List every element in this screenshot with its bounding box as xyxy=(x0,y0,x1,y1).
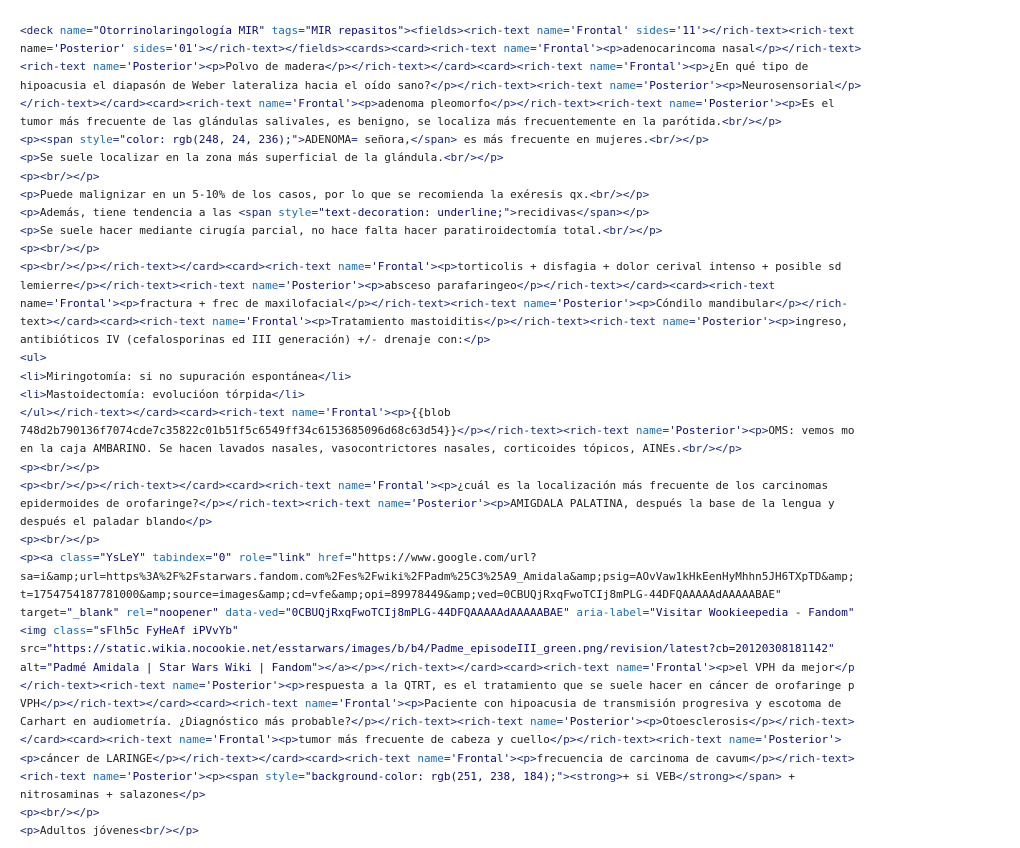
code-line: <rich-text name='Posterior'><p>Polvo de madera</p></rich-text></card><card><rich-text name='Frontal'><p>¿En qué tipo de xyxy=(20,60,809,74)
code-line: <p><br/></p> xyxy=(20,169,100,183)
code-line: <p><br/></p> xyxy=(20,242,100,256)
code-line: nitrosaminas + salazones</p> xyxy=(20,787,206,801)
code-line: <p><br/></p> xyxy=(20,460,100,474)
code-line: <rich-text name='Posterior'><p><span style="background-color: rgb(251, 238, 184);"><strong>+ si VEB</strong></span> + xyxy=(20,769,795,783)
code-line: text></card><card><rich-text name='Frontal'><p>Tratamiento mastoiditis</p></rich-text><rich-text name='Posterior'><p>ingreso, xyxy=(20,315,848,328)
code-line: <p>Además, tiene tendencia a las <span style="text-decoration: underline;">recidivas</span></p> xyxy=(20,205,650,219)
code-line: alt="Padmé Amidala | Star Wars Wiki | Fandom"></a></p></rich-text></card><card><rich-text name='Frontal'><p>el VPH da mejor</p xyxy=(20,660,855,674)
code-line: </card><card><rich-text name='Frontal'><p>tumor más frecuente de cabeza y cuello</p></rich-text><rich-text name='Posterior'> xyxy=(20,733,842,747)
code-line: <p><br/></p> xyxy=(20,806,100,820)
code-line: en la caja AMBARINO. Se hacen lavados nasales, vasocontrictores nasales, corticoides tópicos, AINEs.<br/></p> xyxy=(20,442,742,456)
code-line: name='Posterior' sides='01'></rich-text></fields><cards><card><rich-text name='Frontal'><p>adenocarincoma nasal</p></rich-text> xyxy=(20,42,862,56)
code-line: <li>Mastoidectomía: evolucióon tórpida</li> xyxy=(20,387,305,401)
code-line: </rich-text><rich-text name='Posterior'><p>respuesta a la QTRT, es el tratamiento que se suele hacer en cáncer de orofaringe p xyxy=(20,678,855,692)
code-line: epidermoides de orofaringe?</p></rich-text><rich-text name='Posterior'><p>AMIGDALA PALATINA, después la base de la lengua y xyxy=(20,496,835,510)
code-line: target="_blank" rel="noopener" data-ved="0CBUQjRxqFwoTCIj8mPLG-44DFQAAAAAdAAAAABAE" aria-label="Visitar Wookieepedia - Fandom" xyxy=(20,606,855,619)
code-line: <deck name="Otorrinolaringología MIR" tags="MIR repasitos"><fields><rich-text name='Frontal' sides='11'></rich-text><rich-text xyxy=(20,24,855,37)
code-line: <p>cáncer de LARINGE</p></rich-text></card><card><rich-text name='Frontal'><p>frecuencia de carcinoma de cavum</p></rich-text> xyxy=(20,751,855,765)
code-line: VPH</p></rich-text></card><card><rich-text name='Frontal'><p>Paciente con hipoacusia de transmisión progresiva y escotoma de xyxy=(20,696,842,710)
code-line: <p>Puede malignizar en un 5-10% de los casos, por lo que se recomienda la exéresis qx.<br/></p> xyxy=(20,187,650,201)
code-line: <p><a class="YsLeY" tabindex="0" role="link" href="https://www.google.com/url? xyxy=(20,551,537,565)
code-line: <p><br/></p></rich-text></card><card><rich-text name='Frontal'><p>torticolis + disfagia + dolor cerival intenso + posible sd xyxy=(20,260,842,274)
code-line: <p><br/></p></rich-text></card><card><rich-text name='Frontal'><p>¿cuál es la localización más frecuente de los carcinomas xyxy=(20,478,829,492)
code-line: <p>Se suele hacer mediante cirugía parcial, no hace falta hacer paratiroidectomía total.<br/></p> xyxy=(20,224,663,238)
code-line: <li>Miringotomía: si no supuración espontánea</li> xyxy=(20,369,352,383)
code-line: </ul></rich-text></card><card><rich-text name='Frontal'><p>{{blob xyxy=(20,405,451,419)
code-line: lemierre</p></rich-text><rich-text name='Posterior'><p>absceso parafaringeo</p></rich-text></card><card><rich-text xyxy=(20,278,776,292)
code-line: 748d2b790136f7074cde7c35822c01b51f5c6549ff34c6153685096d68c63d54}}</p></rich-text><rich-text name='Posterior'><p>OMS: vemos mo xyxy=(20,424,855,438)
code-line: t=1754754187781000&amp;source=images&amp;cd=vfe&amp;opi=89978449&amp;ved=0CBUQjRxqFwoTCIj8mPLG-44DFQAAAAAdAAAAABAE" xyxy=(20,587,782,601)
code-line: antibióticos IV (cefalosporinas ed III generación) +/- drenaje con:</p> xyxy=(20,333,491,347)
code-line: después el paladar blando</p> xyxy=(20,515,213,529)
code-line: Carhart en audiometría. ¿Diagnóstico más probable?</p></rich-text><rich-text name='Posterior'><p>Otoesclerosis</p></rich-text> xyxy=(20,715,855,729)
code-line: sa=i&amp;url=https%3A%2F%2Fstarwars.fandom.com%2Fes%2Fwiki%2FPadm%25C3%25A9_Amidala&amp;psig=AOvVaw1kHkEenHyMhhn5JH6TXpTD&amp; xyxy=(20,569,855,583)
code-line: name='Frontal'><p>fractura + frec de maxilofacial</p></rich-text><rich-text name='Posterior'><p>Cóndilo mandibular</p></rich- xyxy=(20,296,848,310)
code-line: <ul> xyxy=(20,351,47,365)
code-line: <p><br/></p> xyxy=(20,533,100,547)
code-viewer xyxy=(20,22,1020,840)
code-line: hipoacusia el diapasón de Weber lateraliza hacia el oído sano?</p></rich-text><rich-text name='Posterior'><p>Neurosensorial</p> xyxy=(20,78,862,92)
code-line: tumor más frecuente de las glándulas salivales, es benigno, se localiza más frecuentemente en la parótida.<br/></p> xyxy=(20,114,782,128)
code-line: <img class="sFlh5c FyHeAf iPVvYb" xyxy=(20,624,239,638)
code-line: <p>Adultos jóvenes<br/></p> xyxy=(20,824,199,838)
code-line: <p>Se suele localizar en la zona más superficial de la glándula.<br/></p> xyxy=(20,151,504,165)
code-line: src="https://static.wikia.nocookie.net/esstarwars/images/b/b4/Padme_episodeIII_green.png/revision/latest?cb=20120308181142" xyxy=(20,642,835,656)
code-line: <p><span style="color: rgb(248, 24, 236);">ADENOMA= señora,</span> es más frecuente en mujeres.<br/></p> xyxy=(20,133,709,147)
code-line: </rich-text></card><card><rich-text name='Frontal'><p>adenoma pleomorfo</p></rich-text><rich-text name='Posterior'><p>Es el xyxy=(20,96,835,110)
